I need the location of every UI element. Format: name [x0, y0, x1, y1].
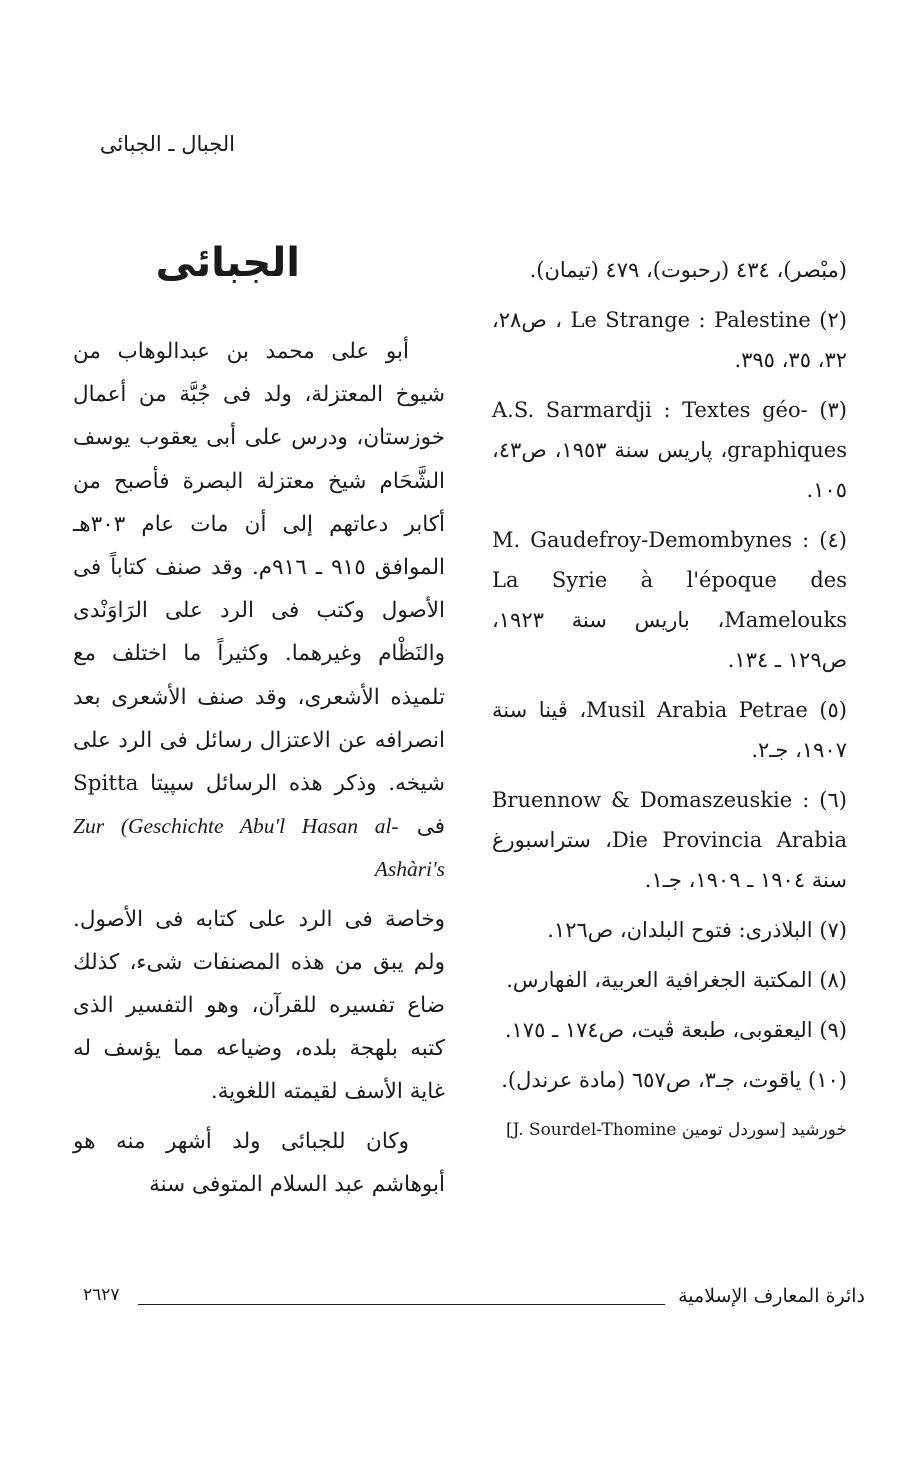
author-signature: خورشيد [سوردل تومين J. Sourdel-Thomine] [505, 1120, 847, 1140]
notes-column [492, 250, 847, 1150]
footnote: (٩) اليعقوبى، طبعة ڤيت، ص١٧٤ ـ ١٧٥. [504, 1018, 847, 1042]
footnote: (٣) A.S. Sarmardji : Textes géo-graphiques، پاريس سنة ١٩٥٣، ص٤٣، ١٠٥. [492, 398, 848, 502]
body-paragraph: وخاصة فى الرد على كتابه فى الأصول. ولم يبق من هذه المصنفات شىء، كذلك ضاع تفسيره للقرآن، وهو التفسير الذى كتبه بلهجة بلده، وضياعه مما يؤسف له غاية الأسف لقيمته اللغوية. [73, 906, 445, 1105]
footnote: (٢) Le Strange : Palestine ، ص٢٨، ٣٢، ٣٥، ٣٩٥. [492, 308, 847, 372]
article-title: الجبائى [155, 240, 300, 286]
paragraph-text: أبو على محمد بن عبدالوهاب من شيوخ المعتزلة، ولد فى جُبَّة من أعمال خوزستان، ودرس على أبى يعقوب يوسف الشَّحَام شيخ معتزلة البصرة فأصبح من أكابر دعاتهم إلى أن مات عام ٣٠٣هـ الموافق ٩١٥ ـ ٩١٦م. وقد صنف كتاباً فى الأصول وكتب فى الرد على الرَاوَنْدى والنَظْام وغيرهما. وكثيراً ما اختلف مع تلميذه الأشعرى، وقد صنف الأشعرى بعد انصرافه عن الاعتزال رسائل فى الرد على شيخه. وذكر هذه الرسائل سپيتا Spitta فى [73, 339, 445, 840]
latin-reference: Zur (Geschichte Abu'l Hasan al-Ashàri's [73, 814, 445, 882]
page-number: ٢٦٢٧ [83, 1285, 120, 1305]
footnote: (٨) المكتبة الجغرافية العربية، الفهارس. [506, 968, 847, 992]
running-head: الجبال ـ الجبائى [99, 132, 235, 156]
body-paragraph [73, 330, 445, 892]
footnote: (٤) M. Gaudefroy-Demombynes : La Syrie à l'époque des Mamelouks، باريس سنة ١٩٢٣، ص١٢٩ ـ ١٣٤. [492, 528, 847, 672]
footer-journal-title: دائرة المعارف الإسلامية [678, 1285, 865, 1307]
footnote: (٦) Bruennow & Domaszeuskie : Die Provincia Arabia، ستراسبورغ سنة ١٩٠٤ ـ ١٩٠٩، جـ١. [492, 788, 847, 892]
footnote: (مبْصر)، ٤٣٤ (رحبوت)، ٤٧٩ (تيمان). [529, 258, 847, 282]
body-paragraph: وكان للجبائى ولد أشهر منه هو أبوهاشم عبد السلام المتوفى سنة [73, 1128, 445, 1197]
article-body [73, 330, 445, 1206]
footer-rule [138, 1304, 665, 1305]
footnote: (٧) البلاذرى: فتوح البلدان، ص١٢٦. [547, 918, 847, 942]
footnote: (٥) Musil Arabia Petrae، ڤينا سنة ١٩٠٧، جـ٢. [492, 698, 847, 762]
footnote: (١٠) ياقوت، جـ٣، ص٦٥٧ (مادة عرندل). [501, 1068, 847, 1092]
